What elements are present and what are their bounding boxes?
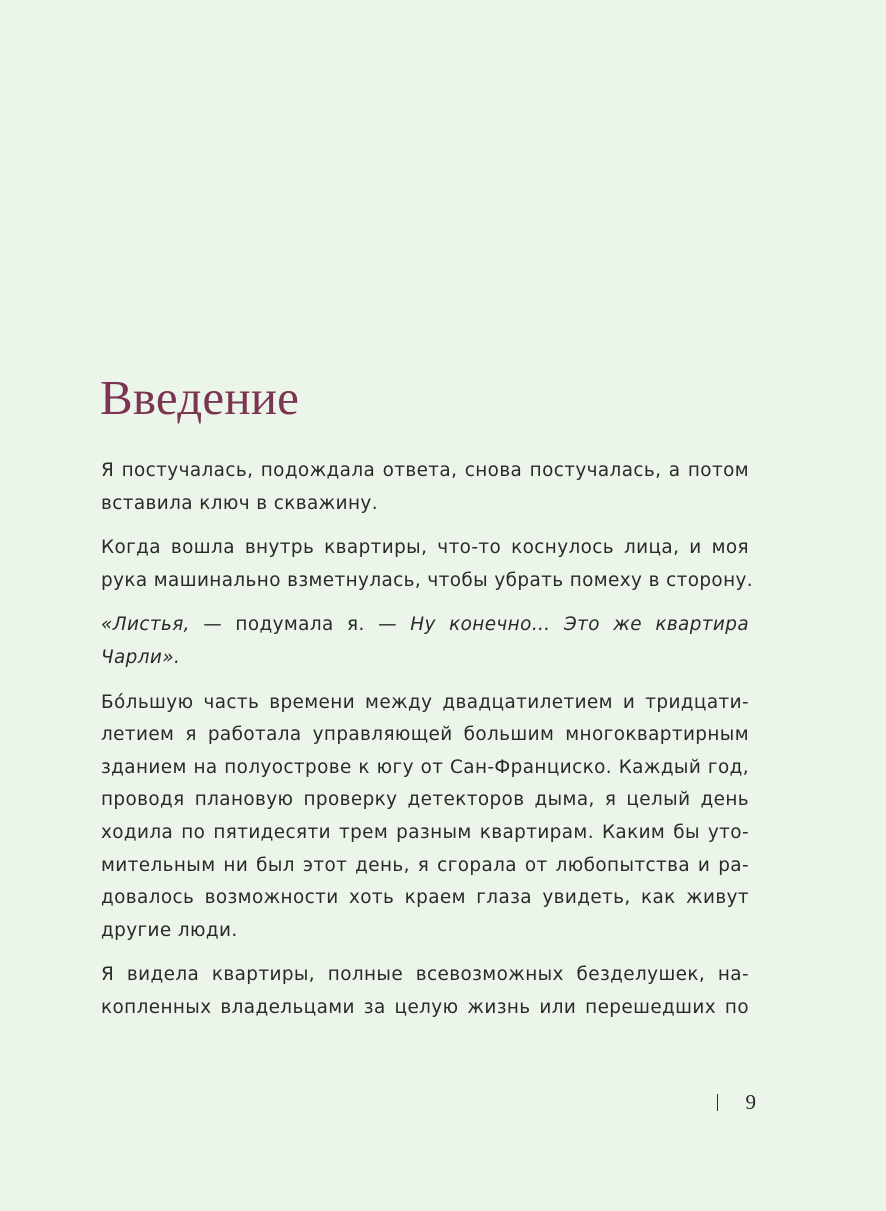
text-line [101,609,749,642]
chapter-title: Введение [100,370,300,425]
paragraph-5 [101,959,749,1024]
text-line: ходила по пятидесяти трем разным квартирам. Каким бы уто- [101,821,749,843]
paragraph-4 [101,687,749,948]
text-line: Когда вошла внутрь квартиры, что-то коснулось лица, и моя [101,537,749,559]
text-line: рука машинально взметнулась, чтобы убрать помеху в сторону. [101,569,754,591]
paragraph-1 [101,455,749,520]
text-line: зданием на полуострове к югу от Сан-Франциско. Каждый год, [101,756,749,778]
text-line: проводя плановую проверку детекторов дыма, я целый день [101,789,749,811]
page-number: 9 [745,1090,756,1114]
text-line: летием я работала управляющей большим многоквартирным [101,724,749,746]
paragraph-2 [101,532,754,597]
quote-continue: Ну конечно… Это же квартира [410,614,750,636]
quote-narration: подумала я. — [235,614,411,636]
text-line: мительным ни был этот день, я сгорала от любопытства и ра- [101,854,749,876]
quote-open: «Листья, — [101,614,236,636]
text-line: вставила ключ в скважину. [101,492,378,514]
text-line: довалось возможности хоть краем глаза увидеть, как живут [101,887,749,909]
text-line: Бо́льшую часть времени между двадцатилетием и тридцати- [101,691,749,713]
text-line: другие люди. [101,919,238,941]
text-line: копленных владельцами за целую жизнь или перешедших по [101,996,749,1018]
paragraph-3-quote [101,609,749,674]
page-footer [717,1090,757,1115]
text-line: Я видела квартиры, полные всевозможных безделушек, на- [101,964,749,986]
body-text [101,455,754,1037]
folio-divider [717,1094,718,1111]
text-line: Чарли». [101,646,181,668]
text-line: Я постучалась, подождала ответа, снова постучалась, а потом [101,460,749,481]
